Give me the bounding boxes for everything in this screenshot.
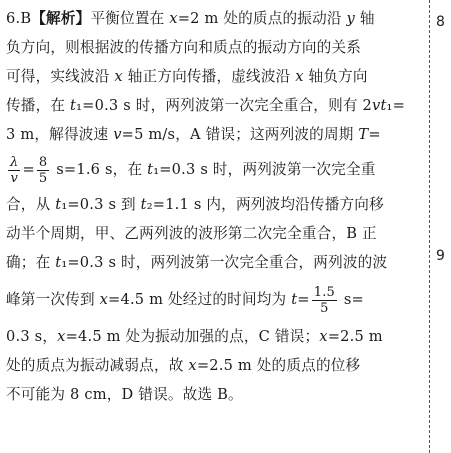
text-run: 确；在 (6, 254, 51, 271)
var-t: t (70, 97, 77, 114)
solution-line-5 (6, 120, 424, 149)
fraction-8-over-5 (37, 155, 49, 186)
fraction-numerator: 8 (38, 154, 48, 170)
text-run: =0.3 s 到 (67, 196, 136, 213)
analysis-keyword: 【解析】 (31, 10, 91, 27)
column-divider (429, 0, 430, 453)
text-run: 负方向，则根据波的传播方向和质点的振动方向的关系 (6, 39, 362, 56)
fraction-denominator: 5 (38, 170, 48, 186)
text-run: s= (343, 291, 364, 308)
text-run: 平衡位置在 (90, 10, 165, 27)
text-run: 轴正方向传播，虚线波沿 (127, 68, 291, 85)
margin-question-number-8: 8 (436, 14, 445, 30)
text-run: = (368, 126, 381, 143)
var-x: x (114, 68, 123, 85)
solution-line-4 (6, 91, 424, 120)
solution-line-7 (6, 190, 424, 219)
var-x: x (295, 68, 304, 85)
solution-line-12 (6, 351, 424, 380)
subscript: ₁ (76, 97, 83, 114)
fraction-1.5-over-5 (312, 285, 337, 316)
solution-line-1 (6, 4, 424, 33)
solution-line-13 (6, 380, 424, 409)
var-t: t (147, 161, 154, 178)
text-run: =0.3 s 时，两列波第一次完全重合，两列波的波 (67, 254, 388, 271)
text-run: = (22, 161, 35, 178)
question-number: 6.B (6, 10, 32, 27)
solution-line-6 (6, 149, 424, 190)
fraction-numerator: 1.5 (313, 284, 335, 300)
text-run: =4.5 m 处经过的时间均为 (108, 291, 287, 308)
text-run: 动半个周期，甲、乙两列波的波形第二次完全重合，B 正 (6, 225, 377, 242)
fraction-denominator: 5 (320, 300, 329, 316)
text-run: =2.5 m 处的质点的位移 (196, 357, 361, 374)
solution-line-2 (6, 33, 424, 62)
text-run: =0.3 s 时，两列波第一次完全重 (159, 161, 376, 178)
text-run: 可得，实线波沿 (6, 68, 110, 85)
solution-line-9 (6, 248, 424, 277)
text-run: =4.5 m 处为振动加强的点，C 错误； (65, 328, 320, 345)
var-x: x (169, 10, 178, 27)
text-run: 0.3 s， (6, 328, 58, 345)
var-x: x (99, 291, 109, 308)
var-t: t (140, 196, 147, 213)
text-run: =0.3 s 时，两列波第一次完全重合，则有 2 (82, 97, 373, 114)
var-t: t (291, 291, 298, 308)
subscript: ₁ (153, 161, 160, 178)
text-run: =2.5 m (327, 328, 383, 345)
solution-line-10 (6, 277, 424, 322)
var-T: T (358, 126, 369, 143)
text-run: =1.1 s 内，两列波均沿传播方向移 (152, 196, 384, 213)
var-x: x (188, 357, 197, 374)
solution-line-8 (6, 219, 424, 248)
subscript: ₁ (61, 254, 68, 271)
fraction-denominator: v (10, 170, 18, 186)
text-run: 轴 (359, 10, 375, 27)
text-run: 处的质点为振动减弱点，故 (6, 357, 184, 374)
var-y: y (346, 10, 355, 27)
fraction-lambda-over-v (8, 155, 20, 186)
text-run: 峰第一次传到 (6, 291, 95, 308)
text-run: =5 m/s，A 错误；这两列波的周期 (121, 126, 354, 143)
solution-line-11 (6, 322, 424, 351)
text-run: 合，从 (6, 196, 51, 213)
var-vt: vt (372, 97, 387, 114)
subscript: ₂ (146, 196, 153, 213)
var-x: x (57, 328, 66, 345)
var-x: x (319, 328, 328, 345)
solution-block (6, 4, 424, 409)
text-run: 轴负方向 (308, 68, 368, 85)
text-run: = (392, 97, 406, 114)
var-v: v (113, 126, 122, 143)
fraction-numerator: λ (10, 154, 19, 170)
var-t: t (55, 196, 62, 213)
subscript: ₁ (386, 97, 393, 114)
text-run: 3 m，解得波速 (6, 126, 109, 143)
text-run: = (297, 291, 310, 308)
subscript: ₁ (61, 196, 68, 213)
text-run: s=1.6 s，在 (56, 161, 143, 178)
margin-question-number-9: 9 (436, 248, 445, 264)
text-run: 不可能为 8 cm，D 错误。故选 B。 (6, 386, 243, 403)
text-run: =2 m 处的质点的振动沿 (177, 10, 342, 27)
text-run: 传播，在 (6, 97, 66, 114)
var-t: t (55, 254, 62, 271)
solution-line-3 (6, 62, 424, 91)
